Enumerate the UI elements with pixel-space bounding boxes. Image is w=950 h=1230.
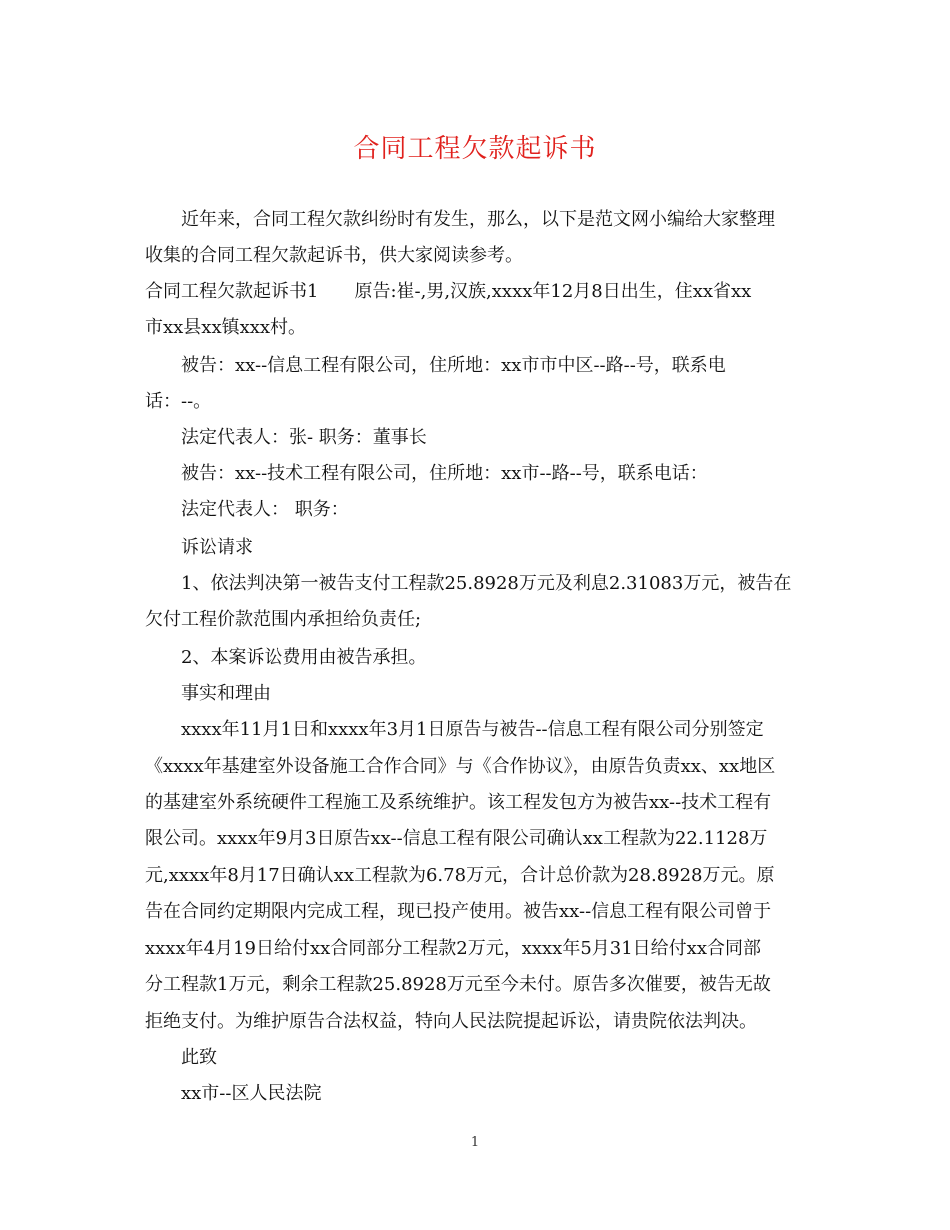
intro-line-1: 近年来，合同工程欠款纠纷时有发生，那么，以下是范文网小编给大家整理 (181, 209, 775, 230)
page-number: 1 (470, 1135, 480, 1150)
defendant1-line-2: 话：--。 (145, 391, 212, 412)
plaintiff-line-2: 市xx县xx镇xxx村。 (145, 317, 307, 338)
plaintiff-line-1: 合同工程欠款起诉书1 原告:崔-,男,汉族,xxxx年12月8日出生，住xx省xx (145, 281, 752, 302)
claim-1-line-2: 欠付工程价款范围内承担给负责任; (145, 609, 422, 630)
legal-rep-1: 法定代表人：张- 职务：董事长 (181, 427, 427, 448)
closing-salutation: 此致 (181, 1047, 217, 1068)
claims-heading: 诉讼请求 (181, 537, 253, 558)
facts-heading: 事实和理由 (181, 683, 271, 704)
facts-line-8: 分工程款1万元，剩余工程款25.8928万元至今未付。原告多次催要，被告无故 (145, 974, 771, 995)
intro-line-2: 收集的合同工程欠款起诉书，供大家阅读参考。 (145, 245, 523, 266)
facts-line-9: 拒绝支付。为维护原告合法权益，特向人民法院提起诉讼，请贵院依法判决。 (145, 1011, 757, 1032)
claim-1-line-1: 1、依法判决第一被告支付工程款25.8928万元及利息2.31083万元，被告在 (181, 573, 792, 594)
facts-line-1: xxxx年11月1日和xxxx年3月1日原告与被告--信息工程有限公司分别签定 (181, 719, 764, 740)
facts-line-5: 元,xxxx年8月17日确认xx工程款为6.78万元，合计总价款为28.8928万元。原 (145, 865, 775, 886)
document-title: 合同工程欠款起诉书 (353, 134, 597, 164)
claim-2: 2、本案诉讼费用由被告承担。 (181, 647, 427, 668)
court-name: xx市--区人民法院 (181, 1083, 322, 1104)
facts-line-6: 告在合同约定期限内完成工程，现已投产使用。被告xx--信息工程有限公司曾于 (145, 901, 772, 922)
facts-line-2: 《xxxx年基建室外设备施工合作合同》与《合作协议》，由原告负责xx、xx地区 (145, 756, 776, 777)
legal-rep-2: 法定代表人： 职务： (181, 499, 349, 520)
defendant1-line-1: 被告：xx--信息工程有限公司，住所地：xx市市中区--路--号，联系电 (181, 355, 726, 376)
facts-line-7: xxxx年4月19日给付xx合同部分工程款2万元，xxxx年5月31日给付xx合同部 (145, 938, 761, 959)
facts-line-3: 的基建室外系统硬件工程施工及系统维护。该工程发包方为被告xx--技术工程有 (145, 792, 772, 813)
defendant2-line: 被告：xx--技术工程有限公司，住所地：xx市--路--号，联系电话： (181, 463, 708, 484)
facts-line-4: 限公司。xxxx年9月3日原告xx--信息工程有限公司确认xx工程款为22.1128万 (145, 828, 768, 849)
